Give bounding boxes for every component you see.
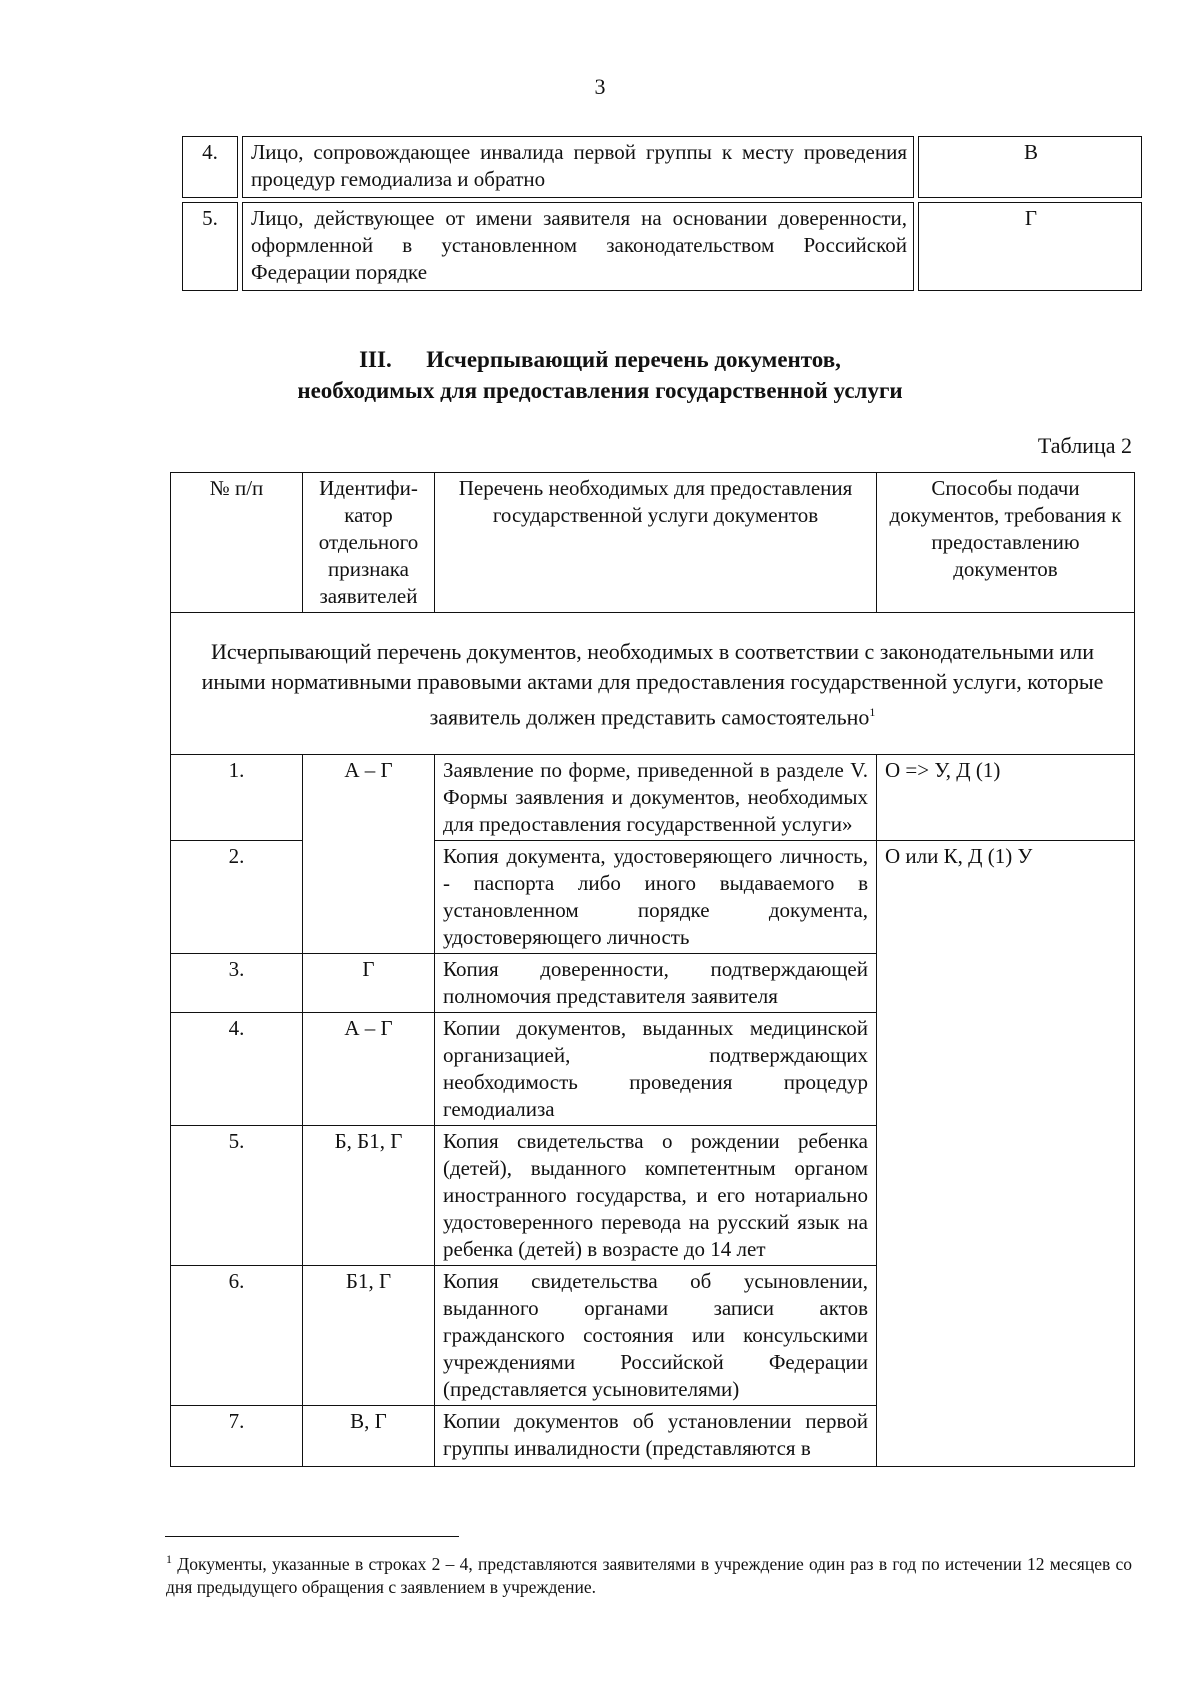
applicant-description: Лицо, действующее от имени заявителя на основании доверенности, оформленной в установленном законодательством Российской Федерации порядке <box>242 202 914 291</box>
row-identifier: В, Г <box>303 1406 435 1467</box>
table-row <box>171 755 1135 841</box>
section-number: III. <box>359 347 392 372</box>
footnote-reference: 1 <box>869 705 876 719</box>
row-method <box>877 1013 1135 1126</box>
applicant-categories-table <box>178 132 1146 295</box>
header-identifier: Идентифи-катор отдельного признака заявителей <box>303 473 435 613</box>
table-header-row <box>171 473 1135 613</box>
row-document: Копии документов, выданных медицинской организацией, подтверждающих необходимость проведения процедур гемодиализа <box>435 1013 877 1126</box>
row-document <box>435 1406 877 1467</box>
applicant-description: Лицо, сопровождающее инвалида первой группы к месту проведения процедур гемодиализа и обратно <box>242 136 914 198</box>
applicant-code: Г <box>918 202 1142 291</box>
applicant-code: В <box>918 136 1142 198</box>
header-submission-method: Способы подачи документов, требования к предоставлению документов <box>877 473 1135 613</box>
section-title-line2: необходимых для предоставления государственной услуги <box>297 378 903 403</box>
row-number: 2. <box>171 841 303 954</box>
table-row <box>182 202 1142 291</box>
row-method <box>877 1406 1135 1467</box>
row-identifier: Г <box>303 954 435 1013</box>
row-document: Копия доверенности, подтверждающей полномочия представителя заявителя <box>435 954 877 1013</box>
table-row <box>182 136 1142 198</box>
row-method: О => У, Д (1) <box>877 755 1135 841</box>
row-document: Заявление по форме, приведенной в разделе V. Формы заявления и документов, необходимых для предоставления государственной услуги» <box>435 755 877 841</box>
row-number: 6. <box>171 1266 303 1406</box>
page-number: 3 <box>594 74 606 99</box>
footnote-text: Документы, указанные в строках 2 – 4, представляются заявителями в учреждение один раз в год по истечении 12 месяцев со дня предыдущего обращения с заявлением в учреждение. <box>166 1553 1133 1597</box>
header-documents: Перечень необходимых для предоставления государственной услуги документов <box>435 473 877 613</box>
row-identifier: Б1, Г <box>303 1266 435 1406</box>
span-title-text: Исчерпывающий перечень документов, необходимых в соответствии с законодательными или иными нормативными правовыми актами для предоставления государственной услуги, которые заявитель должен представить самостоятельно <box>201 639 1104 730</box>
table-row <box>171 1126 1135 1266</box>
row-identifier <box>303 841 435 954</box>
row-number: 7. <box>171 1406 303 1467</box>
section-heading <box>0 344 1200 375</box>
footnote <box>166 1548 1132 1599</box>
row-number: 5. <box>171 1126 303 1266</box>
row-method <box>877 1126 1135 1266</box>
table-row <box>171 841 1135 954</box>
row-document: Копия свидетельства об усыновлении, выданного органами записи актов гражданского состояния или консульскими учреждениями Российской Федерации (представляется усыновителями) <box>435 1266 877 1406</box>
row-method <box>877 954 1135 1013</box>
footnote-divider <box>165 1536 459 1537</box>
row-method <box>877 1266 1135 1406</box>
row-document: Копия свидетельства о рождении ребенка (детей), выданного компетентным органом иностранного государства, и его нотариально удостоверенного перевода на русский язык на ребенка (детей) в возрасте до 14 лет <box>435 1126 877 1266</box>
row-number: 1. <box>171 755 303 841</box>
section-title-line1: Исчерпывающий перечень документов, <box>426 347 841 372</box>
span-title-cell <box>171 613 1135 755</box>
row-method: О или К, Д (1) У <box>877 841 1135 954</box>
table-caption: Таблица 2 <box>1037 433 1132 458</box>
row-document: Копия документа, удостоверяющего личность, - паспорта либо иного выдаваемого в установленном порядке документа, удостоверяющего личность <box>435 841 877 954</box>
row-document-text: Копии документов об установлении первой группы инвалидности (представляются в <box>443 1409 868 1461</box>
footnote-mark: 1 <box>166 1552 172 1566</box>
table-row <box>171 1406 1135 1467</box>
span-title-row <box>171 613 1135 755</box>
row-number: 5. <box>182 202 238 291</box>
row-identifier: А – Г <box>303 1013 435 1126</box>
row-identifier: А – Г <box>303 755 435 841</box>
row-number: 3. <box>171 954 303 1013</box>
row-number: 4. <box>171 1013 303 1126</box>
header-number: № п/п <box>171 473 303 613</box>
row-number: 4. <box>182 136 238 198</box>
table-row <box>171 1013 1135 1126</box>
row-identifier: Б, Б1, Г <box>303 1126 435 1266</box>
documents-table <box>170 472 1135 1467</box>
table-row <box>171 954 1135 1013</box>
table-row <box>171 1266 1135 1406</box>
